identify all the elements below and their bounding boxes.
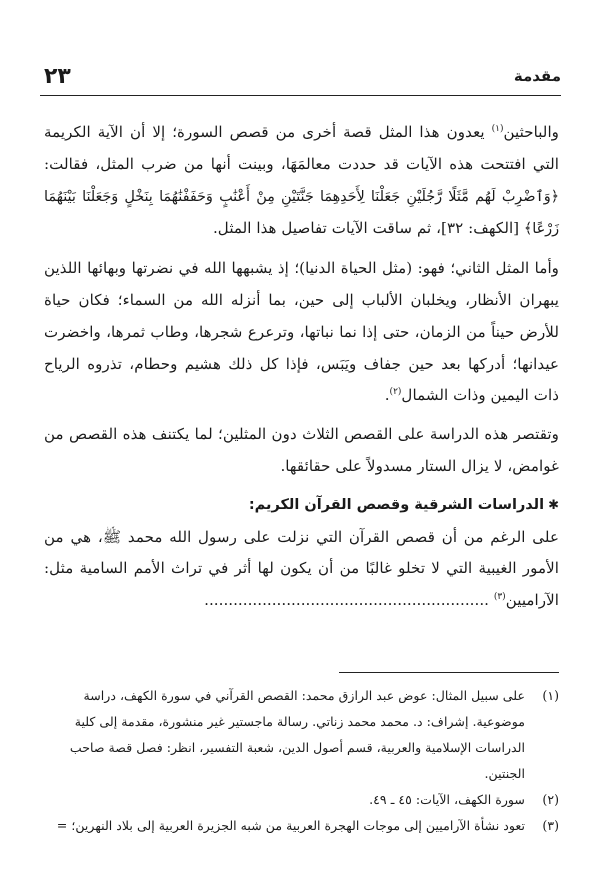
- text-line: والباحثين: [503, 123, 559, 141]
- text-line: واخضرت عيدانها؛ أدركها بعد حين جفاف ويَبَس، فإذا كل ذلك هشيم وحطام، تذروه: [44, 322, 560, 373]
- footnote-text: الدراسات الإسلامية والعربية، قسم أصول الدين، شعبة التفسير، انظر: فصل قصة صاحب: [69, 740, 525, 755]
- text-line: الرياح ذات اليمين وذات الشمال: [44, 354, 559, 405]
- section-heading: [44, 490, 559, 522]
- footnote-3: [40, 813, 559, 839]
- footnote-number: (٣): [542, 818, 559, 833]
- footnote-text: تعود نشأة الآراميين إلى موجات الهجرة العربية من شبه الجزيرة العربية إلى بلاد النهرين؛ =: [56, 818, 525, 833]
- text-line: اللذين يبهران الأنظار، ويخلبان الألباب إلى حين، بما أنزله الله من السماء؛ فكان: [44, 259, 559, 309]
- text-line: على الرغم من أن قصص القرآن التي نزلت على رسول الله محمد ﷺ، هي: [70, 527, 560, 546]
- quran-verse: ﴿وَٱضْرِبْ لَهُم مَّثَلًا رَّجُلَيْنِ جَعَلْنَا لِأَحَدِهِمَا جَنَّتَيْنِ مِنْ أَعْنَٰبٍ وَحَفَفْنَٰهُمَا بِنَخْلٍ وَجَعَلْنَا بَيْنَهُمَا زَرْعًا﴾: [44, 188, 559, 238]
- paragraph-4: [44, 522, 559, 617]
- main-text: [44, 117, 559, 617]
- paragraph-1: [44, 117, 559, 246]
- footnote-ref[interactable]: (٢): [389, 387, 402, 398]
- continuation-dots: ...........................................................: [204, 591, 489, 610]
- text-line: التي افتتحت هذه الآيات قد حددت معالمَهَا، وبينت أنها من ضرب المثل، فقالت:: [44, 154, 559, 173]
- footnote-text: موضوعية. إشراف: د. محمد محمد زناتي. رسالة ماجستير غير منشورة، مقدمة إلى كلية: [74, 714, 525, 729]
- footnote-1-continued: [40, 709, 559, 787]
- chapter-title: مقدمة: [513, 67, 561, 85]
- asterisk-icon: ✱: [548, 497, 559, 513]
- footnote-divider: [339, 672, 559, 673]
- text-line: [الكهف: ٣٢]، ثم ساقت الآيات تفاصيل هذا المثل.: [212, 219, 520, 238]
- footnote-2: [40, 787, 559, 813]
- text-line: وتقتصر هذه الدراسة على القصص الثلاث دون المثلين؛ لما يكتنف هذه: [122, 425, 559, 444]
- page-number: ٢٣: [44, 63, 71, 89]
- text-line: الآراميين: [505, 591, 559, 610]
- header-divider: [40, 95, 561, 96]
- paragraph-2: وأما المثل الثاني؛ فهو: (مثل الحياة الدنيا)؛ إذ يشبهها الله في نضرتها وبهائها اللذين يبهران الأنظار، ويخلبان الألباب إلى حين، بما أنزله الله من السماء؛ فكان حياة للأرض حيناً من الزمان، حتى إذا نما نباتها، وترعرع شجرها، وطاب ثمرها، واخضرت عيدانها؛ أدركها بعد حين جفاف ويَبَس، فإذا كل ذلك هشيم وحطام، تذروه الرياح ذات اليمين وذات الشمال$^{(٢)}$.: [44, 259, 560, 405]
- footnote-text: سورة الكهف، الآيات: ٤٥ ـ ٤٩.: [369, 792, 525, 807]
- text-line: يعدون هذا المثل قصة أخرى من قصص السورة؛ إلا أن الآية الكريمة: [44, 123, 492, 141]
- text-line: القصص من غوامض، لا يزال الستار مسدولاً على حقائقها.: [44, 425, 559, 475]
- footnote-number: (١): [542, 688, 559, 703]
- text-line: من الأمور الغيبية التي لا تخلو غالبًا من أن يكون لها أثر في تراث الأمم السامية مثل:: [44, 527, 559, 578]
- paragraph-3: [44, 419, 559, 483]
- section-heading-text: الدراسات الشرقية وقصص القرآن الكريم:: [248, 496, 545, 513]
- text-line: حياة للأرض حيناً من الزمان، حتى إذا نما نباتها، وترعرع شجرها، وطاب ثمرها،: [44, 290, 559, 341]
- footnote-ref[interactable]: (١): [491, 123, 504, 134]
- footnote-text: الجنتين.: [484, 766, 525, 781]
- text-line: وأما المثل الثاني؛ فهو: (مثل الحياة الدنيا)؛ إذ يشبهها الله في نضرتها وبهائها: [87, 259, 560, 278]
- page-header: [44, 62, 561, 90]
- footnotes: [40, 683, 559, 839]
- footnote-text: على سبيل المثال: عوض عبد الرازق محمد: القصص القرآني في سورة الكهف، دراسة: [83, 688, 525, 703]
- footnote-ref[interactable]: (٣): [493, 592, 506, 603]
- footnote-1: [40, 683, 559, 709]
- footnote-number: (٢): [542, 792, 559, 807]
